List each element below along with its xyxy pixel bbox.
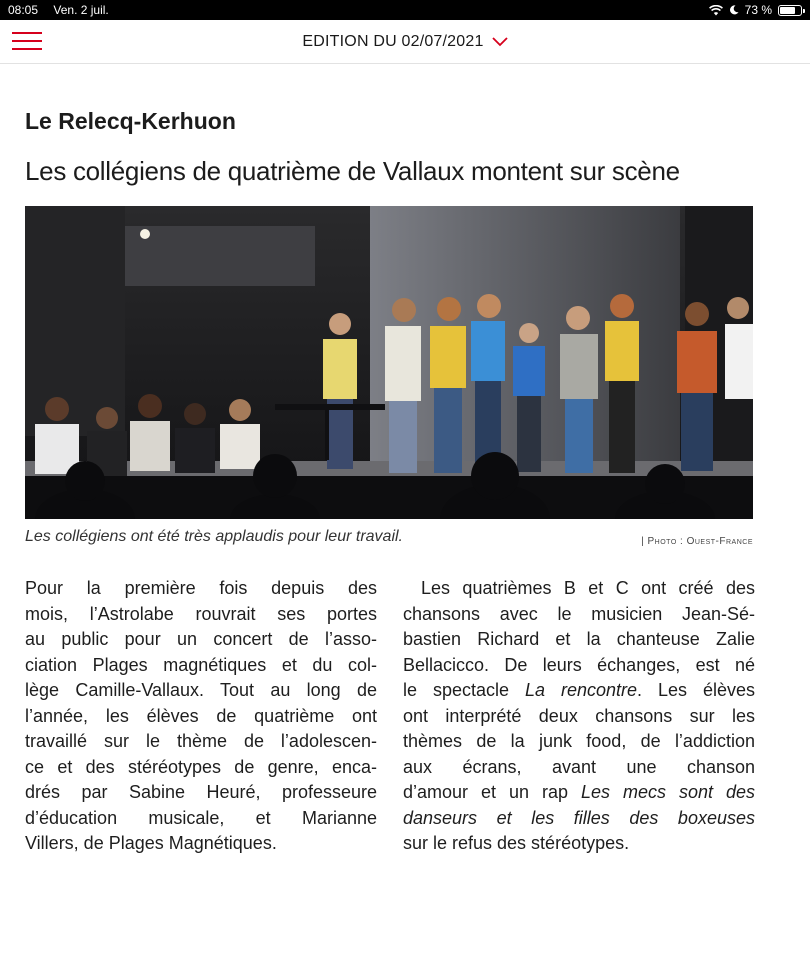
text-line: [403, 678, 755, 704]
photo-caption: Les collégiens ont été très applaudis pour leur travail.: [25, 528, 403, 545]
chevron-down-icon: [492, 37, 508, 47]
text-line: aux écrans, avant une chanson: [403, 756, 755, 777]
status-date: Ven. 2 juil.: [53, 3, 109, 17]
article: [0, 64, 810, 955]
show-title: La rencontre: [524, 680, 638, 700]
text-line: Les quatrièmes B et C ont créé des: [421, 578, 755, 598]
text-line: l’année, les élèves de quatrième ont: [25, 705, 377, 726]
text-line: mois, l’Astrolabe rouvrait ses portes: [25, 603, 377, 624]
text-fragment: le spectacle: [403, 680, 525, 700]
text-line: lège Camille-Vallaux. Tout au long de: [25, 680, 377, 700]
text-fragment: d’amour et un rap: [403, 782, 581, 802]
text-line: ont interprété deux chansons sur les: [403, 705, 755, 726]
article-photo: [25, 206, 753, 519]
status-bar: [0, 0, 810, 20]
text-line: au public pour un concert de l’asso-: [25, 629, 377, 649]
text-line: d’éducation musicale, et Marianne: [25, 807, 377, 828]
article-column-left: [25, 576, 377, 857]
text-line: travaillé sur le thème de l’adolescen-: [25, 731, 377, 751]
text-line: ciation Plages magnétiques et du col-: [25, 654, 377, 675]
battery-icon: [778, 5, 802, 16]
text-line: [403, 780, 755, 806]
text-line: sur le refus des stéréotypes.: [403, 833, 630, 853]
menu-button[interactable]: [12, 32, 42, 52]
article-column-right: [403, 576, 755, 857]
text-line: thèmes de la junk food, de l’addiction: [403, 731, 755, 751]
app-header: [0, 20, 810, 64]
battery-percent: 73 %: [744, 3, 772, 17]
moon-icon: [729, 5, 739, 15]
song-title-line: danseurs et les filles des boxeuses: [403, 807, 755, 828]
song-title: Les mecs sont des: [581, 782, 755, 802]
wifi-icon: [709, 5, 723, 16]
text-line: chansons avec le musicien Jean-Sé-: [403, 603, 755, 624]
text-line: bastien Richard et la chanteuse Zalie: [403, 629, 755, 649]
photo-credit: | Photo : Ouest-France: [641, 536, 753, 547]
text-fragment: . Les élèves: [637, 680, 755, 700]
text-line: Bellacicco. De leurs échanges, est né: [403, 654, 755, 675]
edition-label: EDITION DU 02/07/2021: [302, 32, 484, 50]
text-line: ce et des stéréotypes de genre, enca-: [25, 756, 377, 777]
edition-selector[interactable]: [302, 33, 507, 51]
text-line: Villers, de Plages Magnétiques.: [25, 833, 277, 853]
text-line: drés par Sabine Heuré, professeure: [25, 782, 377, 802]
text-line: Pour la première fois depuis des: [25, 578, 377, 598]
status-time: 08:05: [8, 3, 39, 17]
article-locality: Le Relecq-Kerhuon: [25, 108, 236, 134]
article-headline: Les collégiens de quatrième de Vallaux montent sur scène: [25, 156, 680, 186]
